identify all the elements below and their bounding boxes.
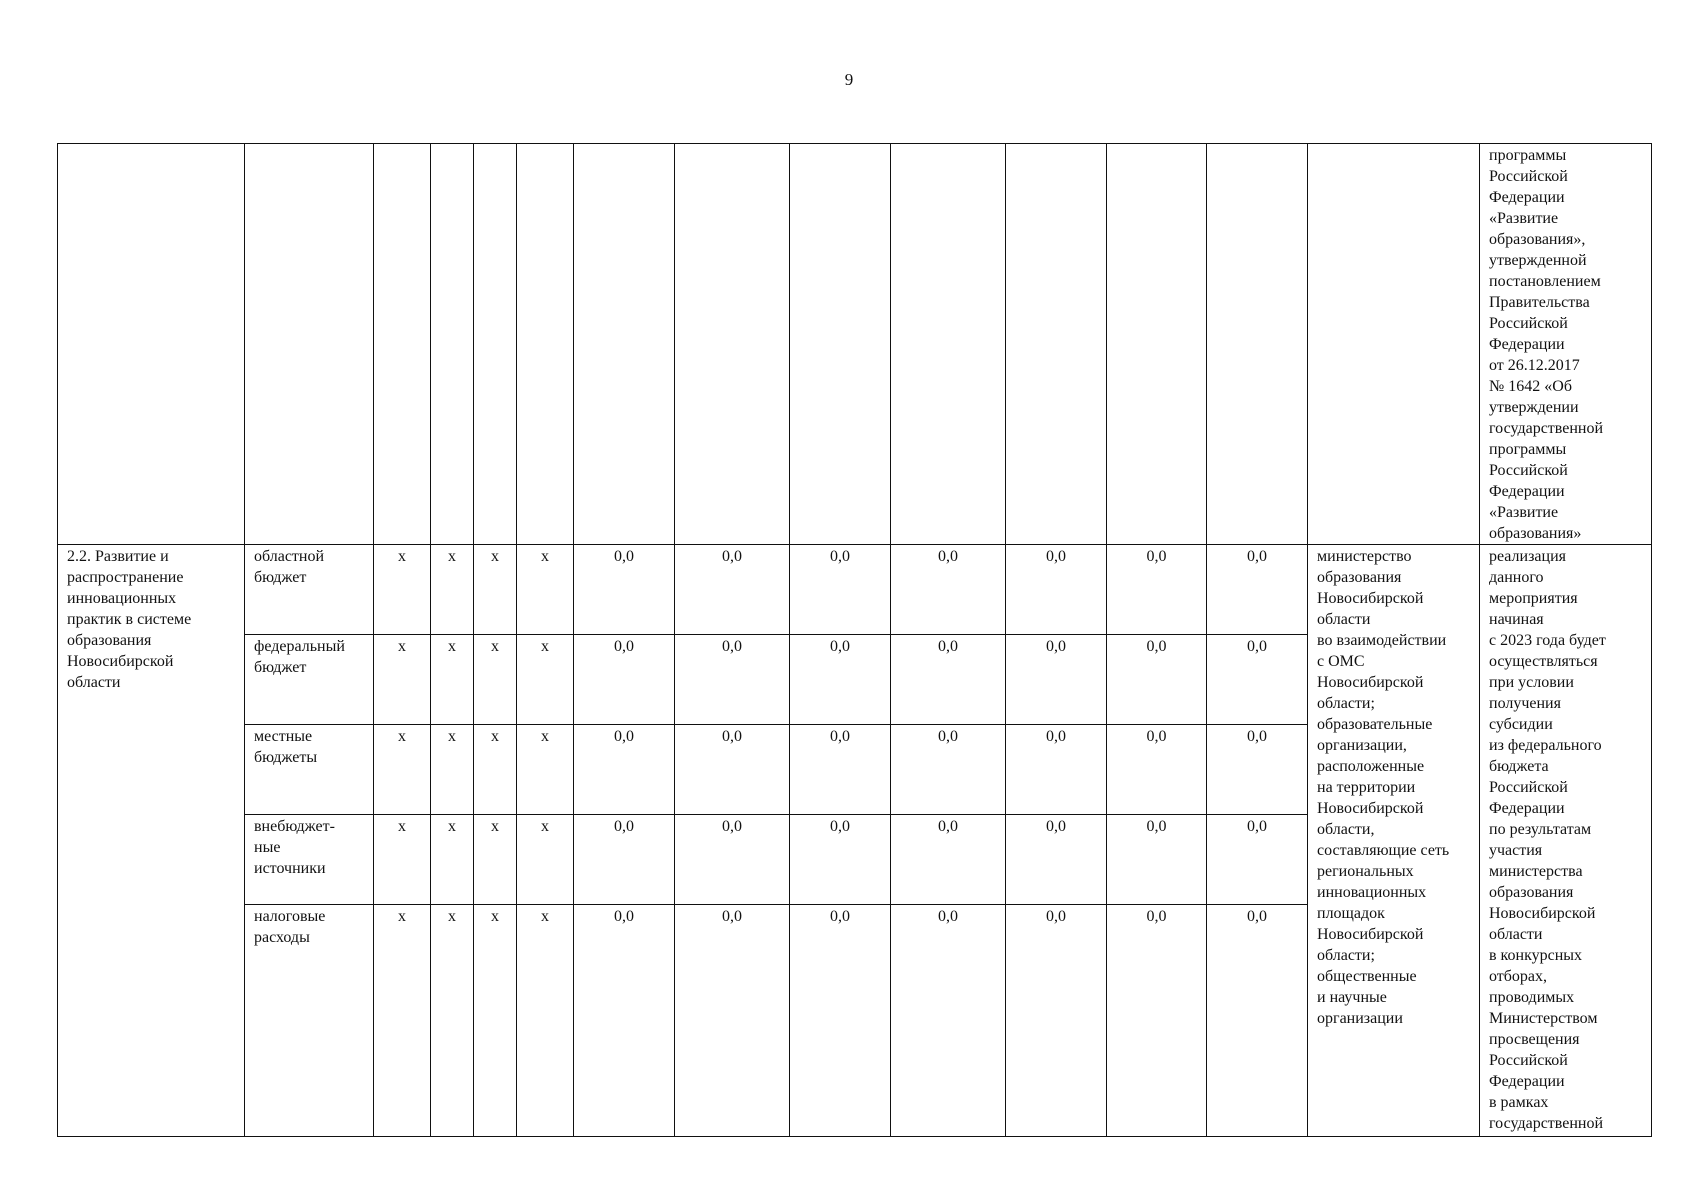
- continued-row: [58, 144, 1652, 545]
- empty-cell: [574, 144, 675, 545]
- code-cell: х: [374, 725, 431, 815]
- value-cell: 0,0: [1207, 635, 1308, 725]
- code-cell: х: [474, 545, 517, 635]
- page-number: 9: [844, 70, 854, 89]
- value-cell: 0,0: [790, 635, 891, 725]
- empty-cell: [1308, 144, 1480, 545]
- value-cell: 0,0: [891, 635, 1006, 725]
- empty-cell: [1006, 144, 1107, 545]
- code-cell: х: [374, 635, 431, 725]
- value-cell: 0,0: [1107, 635, 1207, 725]
- value-cell: 0,0: [1006, 545, 1107, 635]
- value-cell: 0,0: [790, 815, 891, 905]
- value-cell: 0,0: [790, 725, 891, 815]
- code-cell: х: [517, 545, 574, 635]
- continued-note-cell: программы Российской Федерации «Развитие образования», утвержденной постановлением Правительства Российской Федерации от 26.12.2017 № 1642 «Об утверждении государственной программы Российской Федерации «Развитие образования»: [1480, 144, 1652, 545]
- source-label-cell: областной бюджет: [245, 545, 374, 635]
- code-cell: х: [374, 545, 431, 635]
- value-cell: 0,0: [1207, 905, 1308, 1137]
- value-cell: 0,0: [574, 725, 675, 815]
- value-cell: 0,0: [1107, 725, 1207, 815]
- value-cell: 0,0: [1006, 725, 1107, 815]
- source-label-cell: внебюджет- ные источники: [245, 815, 374, 905]
- table-row: [58, 545, 1652, 635]
- value-cell: 0,0: [675, 725, 790, 815]
- code-cell: х: [474, 815, 517, 905]
- source-label-cell: местные бюджеты: [245, 725, 374, 815]
- code-cell: х: [517, 725, 574, 815]
- value-cell: 0,0: [790, 545, 891, 635]
- value-cell: 0,0: [574, 635, 675, 725]
- code-cell: х: [517, 905, 574, 1137]
- code-cell: х: [431, 635, 474, 725]
- code-cell: х: [374, 905, 431, 1137]
- code-cell: х: [474, 725, 517, 815]
- source-label-cell: федеральный бюджет: [245, 635, 374, 725]
- value-cell: 0,0: [891, 815, 1006, 905]
- empty-cell: [374, 144, 431, 545]
- code-cell: х: [431, 545, 474, 635]
- executor-cell: министерство образования Новосибирской области во взаимодействии с ОМС Новосибирской области; образовательные организации, расположенные на территории Новосибирской области, составляющие сеть региональных инновационных площадок Новосибирской области; общественные и научные организации: [1308, 545, 1480, 1137]
- code-cell: х: [517, 635, 574, 725]
- value-cell: 0,0: [574, 905, 675, 1137]
- value-cell: 0,0: [891, 725, 1006, 815]
- empty-cell: [517, 144, 574, 545]
- value-cell: 0,0: [1107, 905, 1207, 1137]
- code-cell: х: [431, 905, 474, 1137]
- empty-cell: [58, 144, 245, 545]
- value-cell: 0,0: [574, 545, 675, 635]
- value-cell: 0,0: [1006, 815, 1107, 905]
- code-cell: х: [517, 815, 574, 905]
- empty-cell: [675, 144, 790, 545]
- note-cell: реализация данного мероприятия начиная с 2023 года будет осуществляться при условии получения субсидии из федерального бюджета Российской Федерации по результатам участия министерства образования Новосибирской области в конкурсных отборах, проводимых Министерством просвещения Российской Федерации в рамках государственной: [1480, 545, 1652, 1137]
- source-label-cell: налоговые расходы: [245, 905, 374, 1137]
- code-cell: х: [474, 635, 517, 725]
- value-cell: 0,0: [675, 635, 790, 725]
- value-cell: 0,0: [1207, 725, 1308, 815]
- value-cell: 0,0: [1207, 545, 1308, 635]
- code-cell: х: [431, 815, 474, 905]
- empty-cell: [245, 144, 374, 545]
- value-cell: 0,0: [675, 545, 790, 635]
- value-cell: 0,0: [1107, 815, 1207, 905]
- code-cell: х: [474, 905, 517, 1137]
- empty-cell: [1107, 144, 1207, 545]
- empty-cell: [790, 144, 891, 545]
- activity-name-cell: 2.2. Развитие и распространение инновационных практик в системе образования Новосибирской области: [58, 545, 245, 1137]
- value-cell: 0,0: [891, 545, 1006, 635]
- value-cell: 0,0: [891, 905, 1006, 1137]
- value-cell: 0,0: [574, 815, 675, 905]
- empty-cell: [474, 144, 517, 545]
- code-cell: х: [374, 815, 431, 905]
- value-cell: 0,0: [1006, 635, 1107, 725]
- value-cell: 0,0: [1107, 545, 1207, 635]
- value-cell: 0,0: [1207, 815, 1308, 905]
- value-cell: 0,0: [675, 905, 790, 1137]
- empty-cell: [1207, 144, 1308, 545]
- value-cell: 0,0: [675, 815, 790, 905]
- empty-cell: [431, 144, 474, 545]
- code-cell: х: [431, 725, 474, 815]
- value-cell: 0,0: [1006, 905, 1107, 1137]
- value-cell: 0,0: [790, 905, 891, 1137]
- financing-table: [57, 143, 1652, 1137]
- empty-cell: [891, 144, 1006, 545]
